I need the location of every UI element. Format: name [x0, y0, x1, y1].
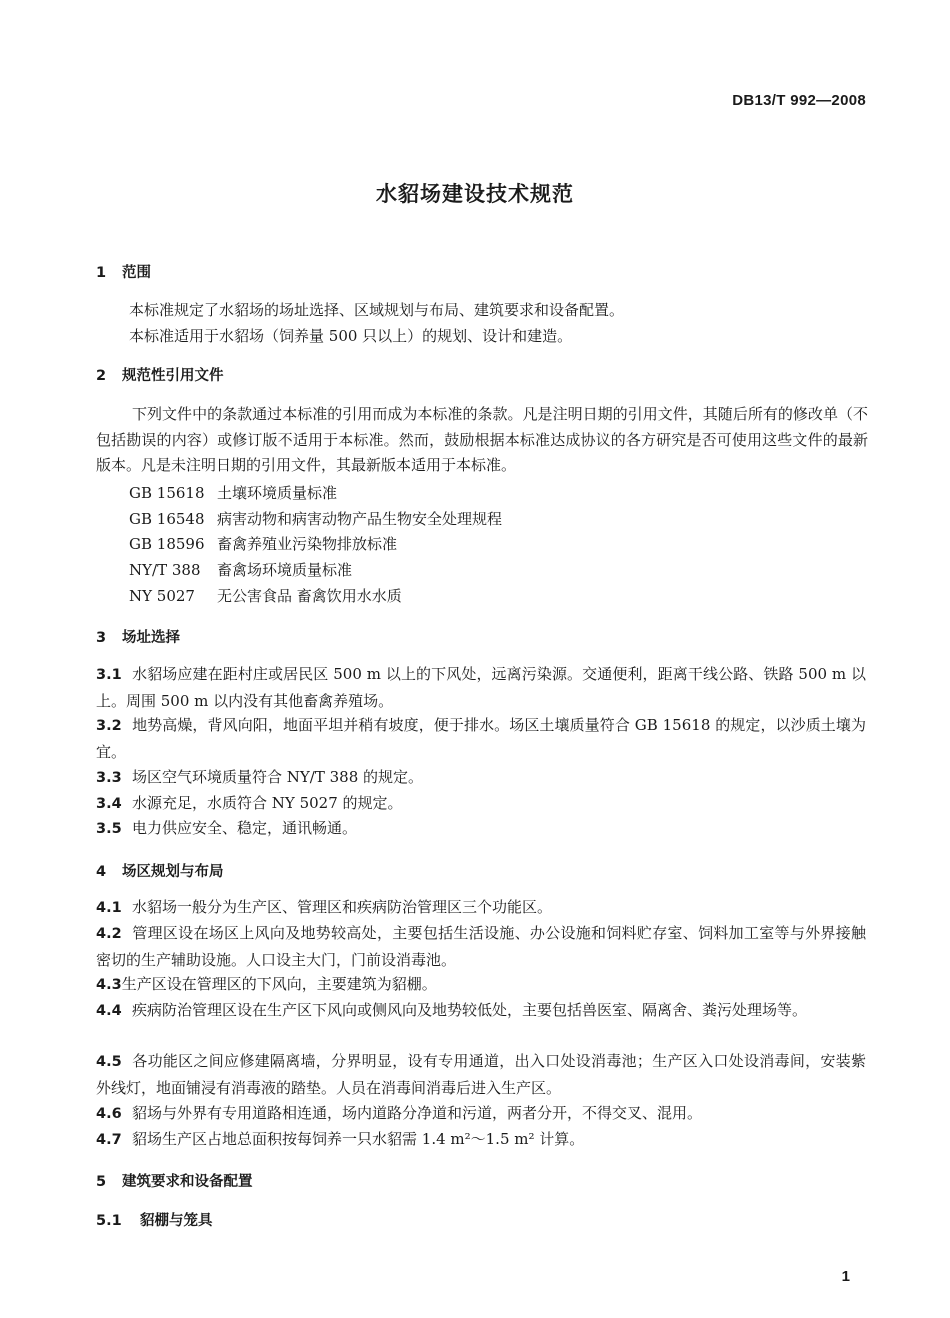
reference-item — [129, 533, 397, 554]
clause-4-2 — [96, 921, 866, 973]
section-number: 5 — [96, 1174, 107, 1190]
clause-3-3 — [96, 765, 866, 792]
clause-number: 4.1 — [96, 900, 122, 916]
clause-4-1 — [96, 895, 866, 922]
clause-number: 4.4 — [96, 1003, 122, 1019]
clause-3-5 — [96, 816, 866, 843]
clause-3-2 — [96, 713, 866, 765]
subsection-title: 貂棚与笼具 — [140, 1213, 213, 1229]
clause-text: 貂场生产区占地总面积按每饲养一只水貂需 1.4 m²～1.5 m² 计算。 — [132, 1130, 585, 1148]
reference-item — [129, 508, 502, 529]
reference-code: GB 15618 — [129, 484, 205, 502]
section-3-heading — [96, 626, 180, 647]
section-1-heading — [96, 261, 151, 282]
section-title: 范围 — [122, 265, 151, 281]
subsection-5-1-heading — [96, 1209, 213, 1230]
section-number: 3 — [96, 630, 107, 646]
page-number: 1 — [841, 1268, 850, 1285]
clause-4-7 — [96, 1127, 866, 1154]
clause-number: 3.3 — [96, 770, 122, 786]
section-title: 规范性引用文件 — [122, 368, 224, 384]
clause-number: 3.5 — [96, 821, 122, 837]
reference-code: GB 18596 — [129, 535, 205, 553]
clause-4-5 — [96, 1049, 866, 1101]
reference-code: NY/T 388 — [129, 561, 201, 579]
clause-4-3 — [96, 972, 866, 999]
section-title: 建筑要求和设备配置 — [122, 1174, 253, 1190]
clause-number: 4.5 — [96, 1054, 122, 1070]
section-title: 场址选择 — [122, 630, 180, 646]
clause-text: 貂场与外界有专用道路相连通，场内道路分净道和污道，两者分开，不得交叉、混用。 — [132, 1104, 703, 1122]
clause-number: 3.1 — [96, 667, 122, 683]
reference-title: 病害动物和病害动物产品生物安全处理规程 — [217, 510, 503, 528]
clause-number: 4.6 — [96, 1106, 122, 1122]
reference-item — [129, 482, 337, 503]
section-number: 1 — [96, 265, 107, 281]
reference-title: 畜禽养殖业污染物排放标准 — [217, 535, 398, 553]
reference-code: GB 16548 — [129, 510, 205, 528]
clause-text: 生产区设在管理区的下风向，主要建筑为貂棚。 — [121, 975, 437, 993]
clause-3-1 — [96, 662, 866, 714]
reference-title: 无公害食品 畜禽饮用水水质 — [217, 587, 402, 605]
clause-text: 水貂场应建在距村庄或居民区 500 m 以上的下风处，远离污染源。交通便利，距离干线公路、铁路 500 m 以上。周围 500 m 以内没有其他畜禽养殖场。 — [96, 665, 866, 710]
document-title: 水貂场建设技术规范 — [376, 182, 574, 206]
document-code: DB13/T 992—2008 — [732, 92, 866, 109]
clause-4-6 — [96, 1101, 866, 1128]
paragraph-line: 本标准规定了水貂场的场址选择、区域规划与布局、建筑要求和设备配置。 — [129, 301, 625, 319]
section-title: 场区规划与布局 — [122, 864, 224, 880]
section-number: 2 — [96, 368, 107, 384]
clause-text: 地势高燥，背风向阳，地面平坦并稍有坡度，便于排水。场区土壤质量符合 GB 15618 的规定，以沙质土壤为宜。 — [96, 716, 866, 761]
reference-item — [129, 585, 402, 606]
section-number: 4 — [96, 864, 107, 880]
reference-title: 土壤环境质量标准 — [217, 484, 338, 502]
section-2-heading — [96, 364, 224, 385]
clause-text: 疾病防治管理区设在生产区下风向或侧风向及地势较低处，主要包括兽医室、隔离舍、粪污处理场等。 — [132, 1001, 808, 1019]
clause-text: 各功能区之间应修建隔离墙，分界明显，设有专用通道，出入口处设消毒池；生产区入口处设消毒间，安装紫外线灯，地面铺浸有消毒液的踏垫。人员在消毒间消毒后进入生产区。 — [96, 1052, 866, 1097]
clause-number: 4.3 — [96, 977, 122, 993]
clause-number: 3.4 — [96, 796, 122, 812]
clause-number: 4.2 — [96, 926, 122, 942]
clause-3-4 — [96, 791, 866, 818]
clause-number: 3.2 — [96, 718, 122, 734]
clause-text: 水貂场一般分为生产区、管理区和疾病防治管理区三个功能区。 — [132, 898, 553, 916]
subsection-number: 5.1 — [96, 1213, 122, 1229]
clause-number: 4.7 — [96, 1132, 122, 1148]
section-5-heading — [96, 1170, 253, 1191]
paragraph-line: 本标准适用于水貂场（饲养量 500 只以上）的规划、设计和建造。 — [129, 327, 573, 345]
clause-text: 水源充足，水质符合 NY 5027 的规定。 — [132, 794, 403, 812]
clause-4-4 — [96, 998, 866, 1025]
reference-code: NY 5027 — [129, 587, 195, 605]
reference-item — [129, 559, 352, 580]
clause-text: 场区空气环境质量符合 NY/T 388 的规定。 — [132, 768, 424, 786]
reference-title: 畜禽场环境质量标准 — [217, 561, 353, 579]
paragraph: 下列文件中的条款通过本标准的引用而成为本标准的条款。凡是注明日期的引用文件，其随后所有的修改单（不包括勘误的内容）或修订版不适用于本标准。然而，鼓励根据本标准达成协议的各方研究是否可使用这些文件的最新版本。凡是未注明日期的引用文件，其最新版本适用于本标准。 — [96, 405, 868, 474]
section-4-heading — [96, 860, 224, 881]
clause-text: 管理区设在场区上风向及地势较高处，主要包括生活设施、办公设施和饲料贮存室、饲料加工室等与外界接触密切的生产辅助设施。人口设主大门，门前设消毒池。 — [96, 924, 866, 969]
clause-text: 电力供应安全、稳定，通讯畅通。 — [132, 819, 358, 837]
